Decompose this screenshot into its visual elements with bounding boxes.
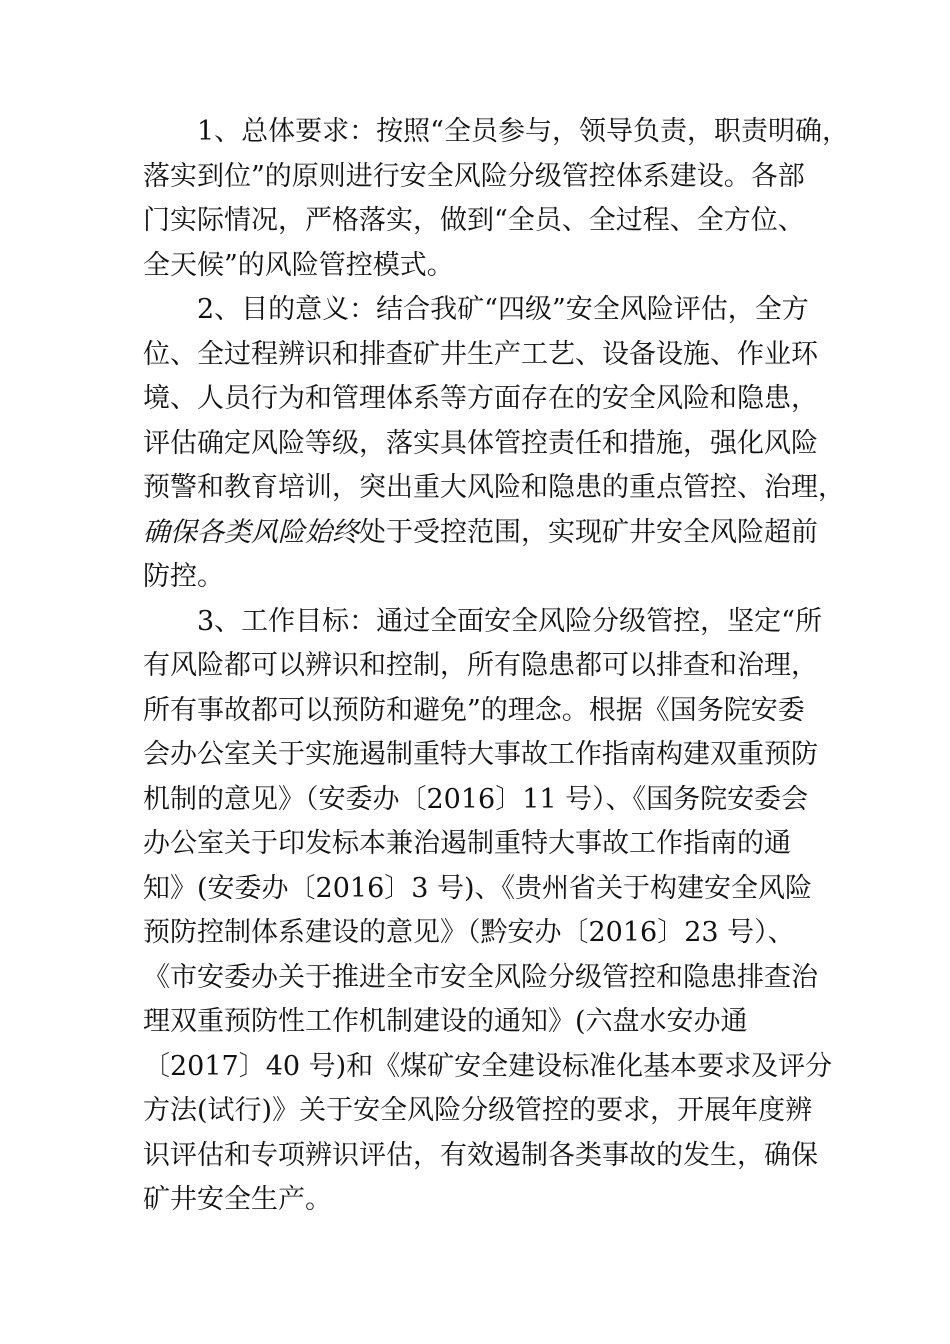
- plain-text: 处于受控范围，实现矿井安全风险超前: [359, 516, 818, 548]
- paragraph-line: 全天候”的风险管控模式。: [143, 249, 454, 281]
- paragraph-line: 机制的意见》（安委办〔2016〕11 号）、《国务院安委会: [143, 783, 809, 815]
- paragraph-line: 1、总体要求：按照“全员参与，领导负责，职责明确，: [197, 116, 849, 147]
- paragraph-line: 方法(试行)》关于安全风险分级管控的要求，开展年度辨: [143, 1095, 813, 1126]
- paragraph-line: 会办公室关于实施遏制重特大事故工作指南构建双重预防: [143, 739, 818, 770]
- document-body: [143, 110, 849, 1223]
- paragraph-line-mixed: [143, 511, 818, 556]
- paragraph-work-objectives: [143, 600, 833, 1223]
- paragraph-line: 评估确定风险等级，落实具体管控责任和措施，强化风险: [143, 427, 818, 459]
- paragraph-line: 位、全过程辨识和排查矿井生产工艺、设备设施、作业环: [143, 338, 818, 370]
- paragraph-overall-requirements: [143, 110, 849, 288]
- paragraph-line: 3、工作目标：通过全面安全风险分级管控，坚定“所: [197, 605, 822, 637]
- paragraph-purpose: [143, 288, 845, 600]
- paragraph-line: 2、目的意义：结合我矿“四级”安全风险评估，全方: [197, 294, 809, 325]
- italic-text: 确保各类风险始终: [143, 516, 359, 548]
- paragraph-line: 防控。: [143, 561, 224, 592]
- paragraph-line: 境、人员行为和管理体系等方面存在的安全风险和隐患，: [143, 383, 818, 414]
- paragraph-line: 所有事故都可以预防和避免”的理念。根据《国务院安委: [143, 694, 805, 726]
- paragraph-line: 落实到位”的原则进行安全风险分级管控体系建设。各部: [143, 160, 805, 192]
- paragraph-line: 〔2017〕40 号)和《煤矿安全建设标准化基本要求及评分: [143, 1050, 833, 1082]
- paragraph-line: 有风险都可以辨识和控制，所有隐患都可以排查和治理，: [143, 650, 818, 681]
- paragraph-line: 预防控制体系建设的意见》（黔安办〔2016〕23 号）、: [143, 917, 795, 948]
- paragraph-line: 办公室关于印发标本兼治遏制重特大事故工作指南的通: [143, 828, 791, 859]
- paragraph-line: 识评估和专项辨识评估，有效遏制各类事故的发生，确保: [143, 1139, 818, 1171]
- paragraph-line: 矿井安全生产。: [143, 1184, 332, 1215]
- paragraph-line: 理双重预防性工作机制建设的通知》(六盘水安办通: [143, 1006, 748, 1037]
- paragraph-line: 门实际情况，严格落实，做到“全员、全过程、全方位、: [143, 205, 805, 236]
- paragraph-line: 预警和教育培训，突出重大风险和隐患的重点管控、治理，: [143, 472, 845, 503]
- paragraph-line: 《市安委办关于推进全市安全风险分级管控和隐患排查治: [143, 961, 818, 993]
- paragraph-line: 知》(安委办〔2016〕3 号)、《贵州省关于构建安全风险: [143, 872, 813, 904]
